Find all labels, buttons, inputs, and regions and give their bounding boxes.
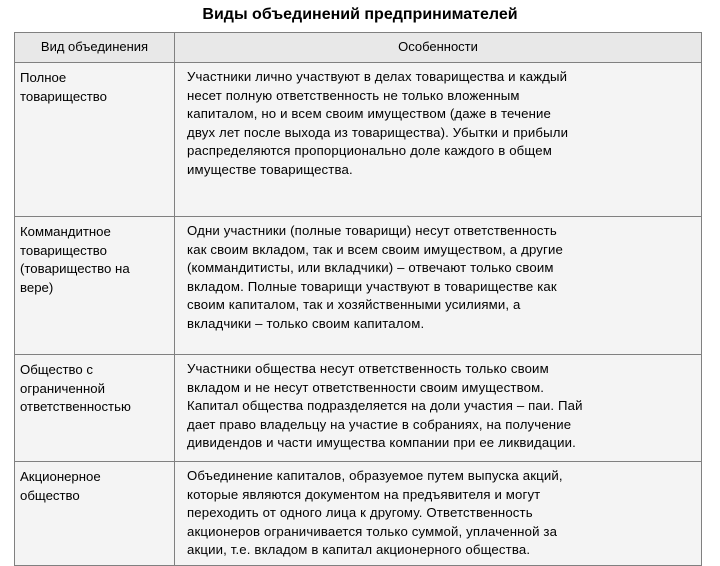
desc-line: которые являются документом на предъявителя и могут — [187, 486, 541, 502]
type-line: вере) — [20, 279, 54, 295]
row-type-cell — [15, 462, 175, 566]
page-title: Виды объединений предпринимателей — [202, 6, 518, 23]
desc-line: Объединение капиталов, образуемое путем выпуска акций, — [187, 468, 563, 483]
desc-line: распределяются пропорционально доле каждого в общем — [187, 143, 552, 159]
type-line: ограниченной — [20, 380, 105, 396]
desc-line: вкладом и не несут ответственности своим имуществом. — [187, 379, 545, 395]
desc-line: как своим вкладом, так и всем своим имуществом, а другие — [187, 241, 563, 257]
desc-line: вкладом. Полные товарищи участвуют в товариществе как — [187, 278, 557, 294]
desc-line: Одни участники (полные товарищи) несут ответственность — [187, 223, 557, 238]
table-header-row — [15, 33, 702, 63]
type-line: Общество с — [20, 362, 93, 377]
associations-table — [14, 32, 702, 566]
row-desc-cell — [175, 63, 702, 217]
desc-line: Участники общества несут ответственность только своим — [187, 361, 549, 376]
desc-line: Капитал общества подразделяется на доли участия – паи. Пай — [187, 398, 583, 414]
desc-line: акции, т.е. вкладом в капитал акционерного общества. — [187, 542, 531, 558]
row-desc-cell — [175, 355, 702, 462]
row-desc-cell — [175, 462, 702, 566]
type-line: Акционерное — [20, 469, 101, 484]
desc-line: Участники лично участвуют в делах товарищества и каждый — [187, 69, 568, 84]
desc-line: своим капиталом, так и хозяйственными усилиями, а — [187, 297, 521, 313]
row-desc-cell — [175, 217, 702, 355]
type-line: общество — [20, 487, 80, 503]
type-line: товарищество — [20, 242, 107, 258]
table-row — [15, 217, 702, 355]
type-line: (товарищество на — [20, 261, 130, 277]
type-line: Коммандитное — [20, 224, 111, 239]
row-type-cell — [15, 217, 175, 355]
type-line: товарищество — [20, 88, 107, 104]
desc-line: имуществе товарищества. — [187, 161, 353, 177]
type-line: ответственностью — [20, 399, 131, 415]
desc-line: капиталом, но и всем своим имуществом (даже в течение — [187, 106, 552, 122]
row-type-cell — [15, 63, 175, 217]
desc-line: переходить от одного лица к другому. Ответственность — [187, 505, 533, 521]
type-line: Полное — [20, 70, 67, 85]
desc-line: дает право владельцу на участие в собраниях, на получение — [187, 416, 572, 432]
desc-line: акционеров ограничивается только суммой, уплаченной за — [187, 523, 558, 539]
desc-line: несет полную ответственность не только вложенным — [187, 87, 520, 103]
header-type: Вид объединения — [15, 33, 175, 63]
row-type-cell — [15, 355, 175, 462]
header-features: Особенности — [175, 33, 702, 63]
desc-line: дивидендов и части имущества компании при ее ликвидации. — [187, 435, 576, 451]
desc-line: (коммандитисты, или вкладчики) – отвечают только своим — [187, 260, 554, 276]
table-row — [15, 462, 702, 566]
desc-line: вкладчики – только своим капиталом. — [187, 315, 425, 331]
desc-line: двух лет после выхода из товарищества). Убытки и прибыли — [187, 124, 569, 140]
table-row — [15, 355, 702, 462]
table-row — [15, 63, 702, 217]
